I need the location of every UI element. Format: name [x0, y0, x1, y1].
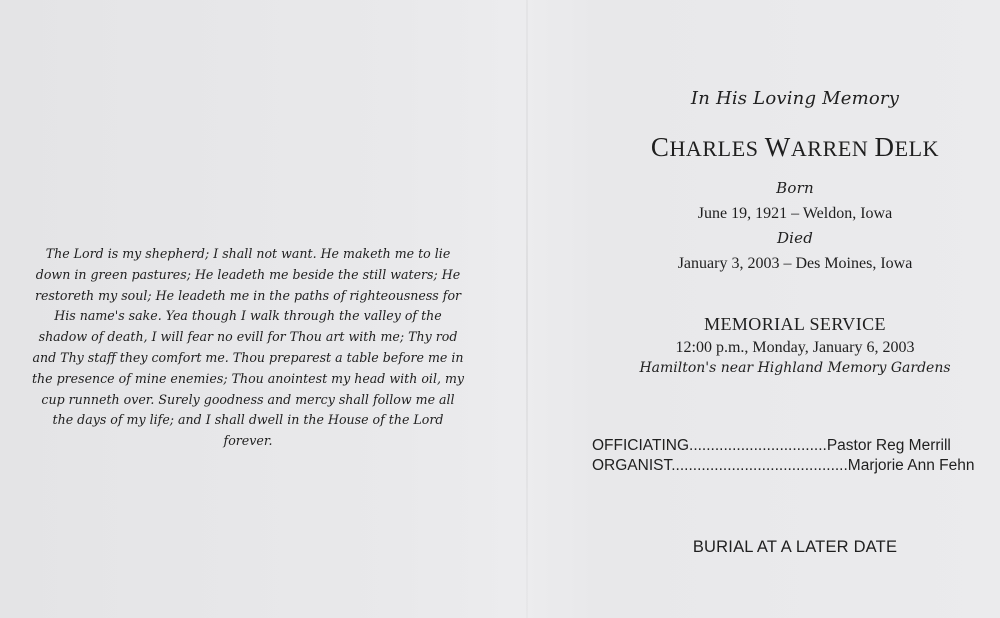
name-rest: HARLES: [669, 136, 759, 161]
born-label: Born: [776, 179, 814, 197]
service-time: 12:00 p.m., Monday, January 6, 2003: [675, 339, 915, 356]
deceased-name: [580, 132, 1000, 163]
died-label: Died: [776, 229, 814, 247]
died-detail: January 3, 2003 – Des Moines, Iowa: [677, 255, 913, 272]
psalm-line: the presence of mine enemies; Thou anointest my head with oil, my: [31, 370, 465, 386]
psalm-line: down in green pastures; He leadeth me beside the still waters; He: [35, 266, 461, 282]
name-initial: C: [650, 132, 670, 162]
burial-note: BURIAL AT A LATER DATE: [692, 538, 898, 556]
psalm-23-text: [28, 244, 468, 452]
organist-line: ORGANIST.........................................Marjorie Ann Fehn: [592, 457, 975, 474]
officiating-line: OFFICIATING................................Pastor Reg Merrill: [592, 437, 951, 454]
name-initial: W: [764, 132, 791, 162]
obituary-panel: [580, 0, 1000, 618]
psalm-line: cup runneth over. Surely goodness and mercy shall follow me all: [41, 391, 455, 407]
born-detail: June 19, 1921 – Weldon, Iowa: [697, 205, 893, 222]
psalm-line: shadow of death, I will fear no evill for Thou art with me; Thy rod: [38, 329, 458, 345]
name-rest: ARREN: [790, 136, 869, 161]
psalm-line: The Lord is my shepherd; I shall not want. He maketh me to lie: [45, 246, 451, 261]
psalm-line: His name's sake. Yea though I walk through the valley of the: [54, 308, 442, 324]
service-title: MEMORIAL SERVICE: [704, 314, 886, 334]
psalm-line: forever.: [223, 433, 273, 449]
psalm-line: the days of my life; and I shall dwell in the House of the Lord: [52, 412, 444, 428]
name-initial: D: [874, 132, 895, 162]
psalm-line: and Thy staff they comfort me. Thou preparest a table before me in: [32, 349, 464, 365]
service-credits: [592, 436, 974, 476]
name-rest: ELK: [894, 136, 940, 161]
psalm-line: restoreth my soul; He leadeth me in the paths of righteousness for: [34, 287, 462, 303]
service-place: Hamilton's near Highland Memory Gardens: [639, 360, 951, 376]
page-fold: [526, 0, 528, 618]
memory-heading: In His Loving Memory: [690, 88, 900, 109]
